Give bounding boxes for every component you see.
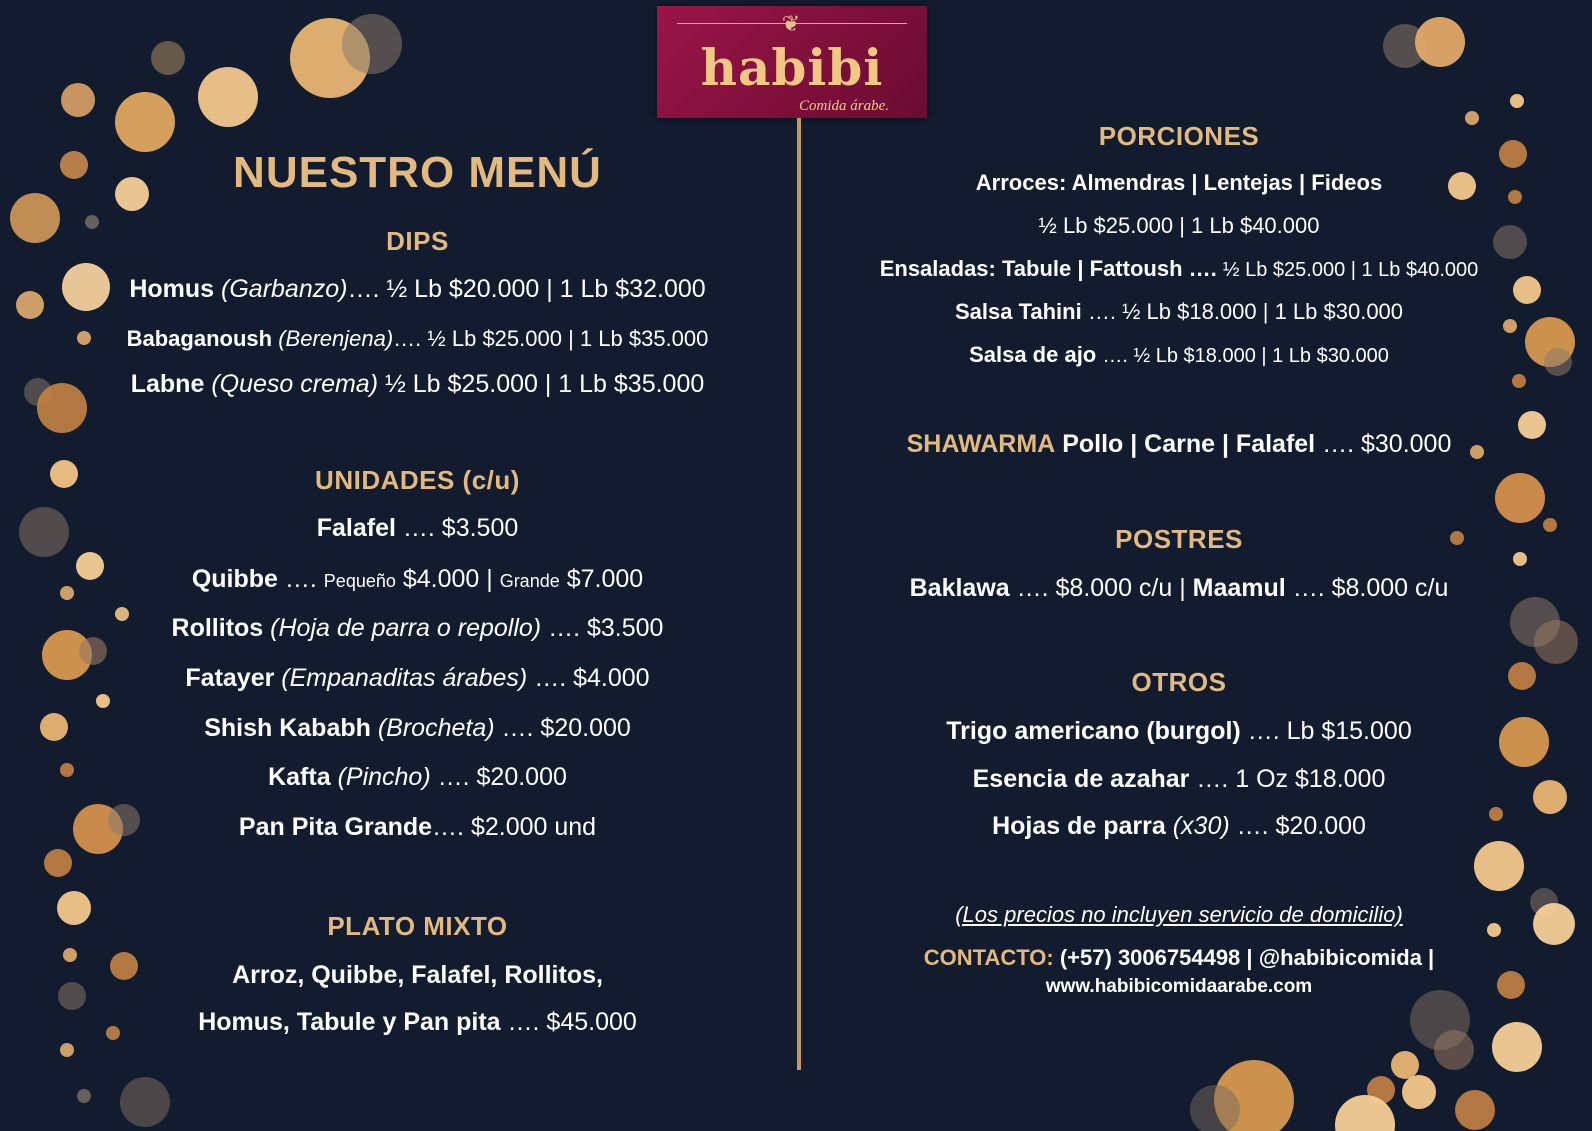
otros-item-trigo: Trigo americano (burgol) …. Lb $15.000 xyxy=(946,717,1412,745)
unidad-item-shish-kababh: Shish Kababh (Brocheta) …. $20.000 xyxy=(204,714,631,742)
porcion-arroces: Arroces: Almendras | Lentejas | Fideos xyxy=(975,170,1383,195)
unidad-item-fatayer: Fatayer (Empanaditas árabes) …. $4.000 xyxy=(185,664,650,692)
plato-mixto-heading: PLATO MIXTO xyxy=(327,911,508,941)
dips-heading: DIPS xyxy=(386,226,449,256)
porcion-ensaladas: Ensaladas: Tabule | Fattoush …. ½ Lb $25.000 | 1 Lb $40.000 xyxy=(879,256,1479,281)
delivery-note: (Los precios no incluyen servicio de domicilio) xyxy=(955,902,1403,927)
porcion-salsa-tahini: Salsa Tahini …. ½ Lb $18.000 | 1 Lb $30.000 xyxy=(954,299,1404,324)
porcion-arroces-price: ½ Lb $25.000 | 1 Lb $40.000 xyxy=(1038,213,1320,238)
contact-website: www.habibicomidaarabe.com xyxy=(1045,976,1313,997)
unidad-item-rollitos: Rollitos (Hoja de parra o repollo) …. $3.500 xyxy=(171,614,664,642)
unidad-item-quibbe: Quibbe …. Pequeño $4.000 | Grande $7.000 xyxy=(191,565,644,593)
logo-brand-name: habibi xyxy=(700,38,884,97)
logo-tagline: Comida árabe. xyxy=(799,98,889,114)
dip-item-labne: Labne (Queso crema) ½ Lb $25.000 | 1 Lb $35.000 xyxy=(130,370,705,398)
plato-mixto-line2: Homus, Tabule y Pan pita …. $45.000 xyxy=(198,1008,637,1036)
logo-ornament-icon: ❦ xyxy=(781,11,803,36)
porciones-heading: PORCIONES xyxy=(1098,121,1260,151)
unidades-heading: UNIDADES (c/u) xyxy=(315,465,520,495)
column-divider xyxy=(797,118,801,1070)
otros-item-hojas-parra: Hojas de parra (x30) …. $20.000 xyxy=(992,812,1366,840)
right-column xyxy=(845,0,1513,1131)
dip-item-babaganoush: Babaganoush (Berenjena)…. ½ Lb $25.000 | 1 Lb $35.000 xyxy=(126,326,709,351)
porcion-salsa-ajo: Salsa de ajo …. ½ Lb $18.000 | 1 Lb $30.000 xyxy=(969,342,1389,367)
left-column xyxy=(90,0,745,1131)
postres-line: Baklawa …. $8.000 c/u | Maamul …. $8.000 c/u xyxy=(909,574,1449,602)
unidad-item-kafta: Kafta (Pincho) …. $20.000 xyxy=(268,763,567,791)
shawarma-line: SHAWARMA Pollo | Carne | Falafel …. $30.000 xyxy=(906,430,1452,458)
otros-item-azahar: Esencia de azahar …. 1 Oz $18.000 xyxy=(972,765,1386,793)
dip-item-homus: Homus (Garbanzo)…. ½ Lb $20.000 | 1 Lb $32.000 xyxy=(129,275,706,303)
unidad-item-pan-pita: Pan Pita Grande…. $2.000 und xyxy=(238,813,597,841)
contact-phone: (+57) 3006754498 xyxy=(1059,945,1241,970)
contact-social-handle: | @habibicomida | xyxy=(1246,945,1435,970)
menu-title: NUESTRO MENÚ xyxy=(233,148,602,197)
contact-line: CONTACTO: (+57) 3006754498 | @habibicomida | xyxy=(923,945,1435,970)
otros-heading: OTROS xyxy=(1131,667,1227,697)
plato-mixto-line1: Arroz, Quibbe, Falafel, Rollitos, xyxy=(232,961,603,989)
unidad-item-falafel: Falafel …. $3.500 xyxy=(316,514,519,542)
postres-heading: POSTRES xyxy=(1115,524,1243,554)
